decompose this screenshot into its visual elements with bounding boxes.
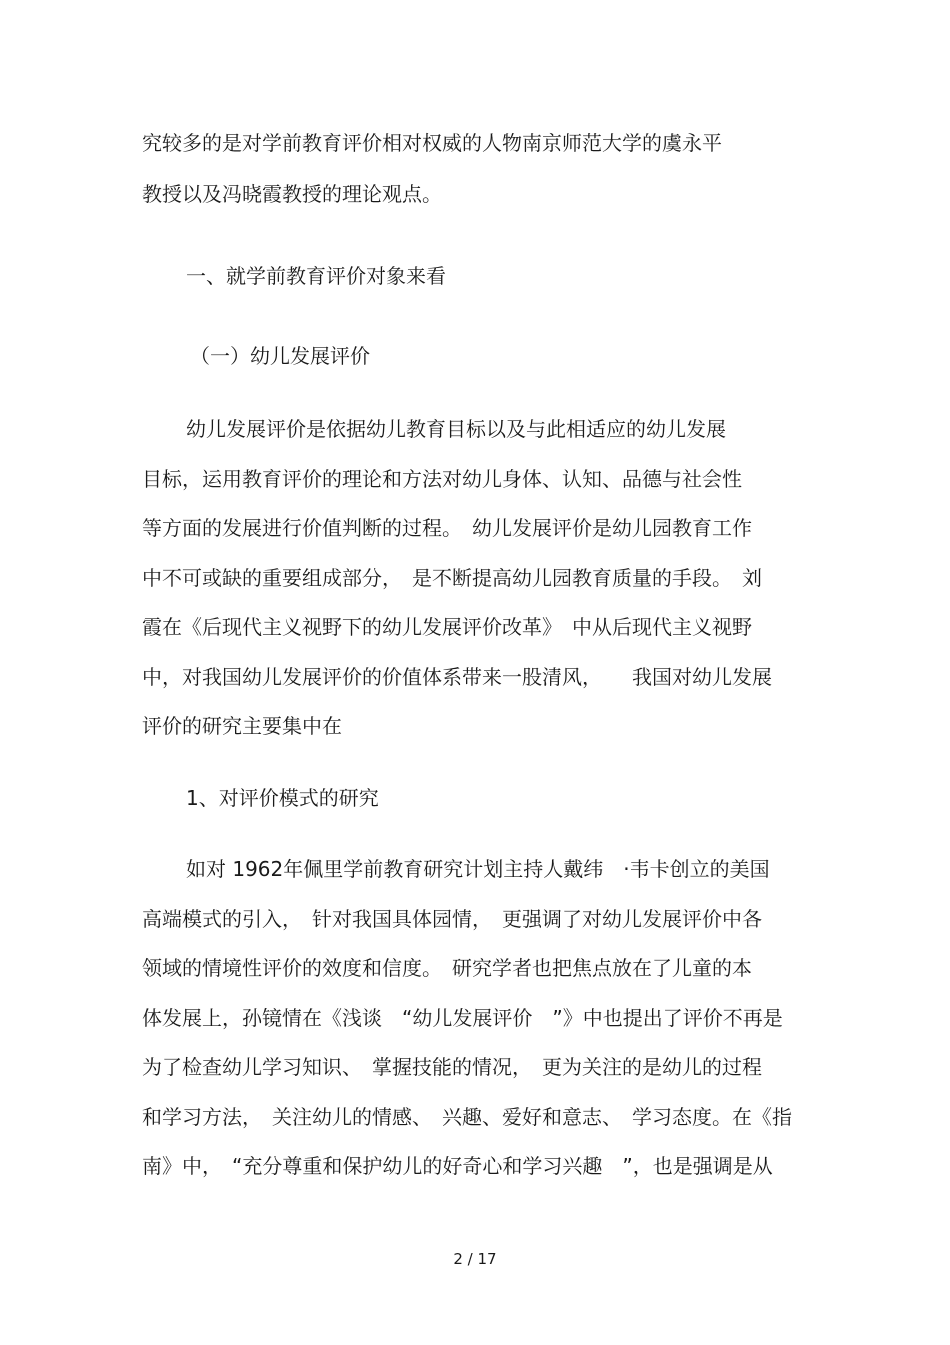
paragraph-line: 幼儿发展评价是依据幼儿教育目标以及与此相适应的幼儿发展	[186, 417, 726, 441]
paragraph-line: 究较多的是对学前教育评价相对权威的人物南京师范大学的虞永平	[142, 131, 722, 155]
paragraph-line: 等方面的发展进行价值判断的过程。 幼儿发展评价是幼儿园教育工作	[142, 516, 752, 540]
paragraph-line: 南》中， “充分尊重和保护幼儿的好奇心和学习兴趣 ”，也是强调是从	[142, 1154, 773, 1178]
paragraph-line: 和学习方法， 关注幼儿的情感、 兴趣、爱好和意志、 学习态度。在《指	[142, 1105, 792, 1129]
paragraph-line: 高端模式的引入， 针对我国具体园情， 更强调了对幼儿发展评价中各	[142, 907, 762, 931]
paragraph-line: 中，对我国幼儿发展评价的价值体系带来一股清风， 我国对幼儿发展	[142, 665, 772, 689]
paragraph-line: 中不可或缺的重要组成部分， 是不断提高幼儿园教育质量的手段。 刘	[142, 566, 762, 590]
paragraph-line: 评价的研究主要集中在	[142, 714, 342, 738]
paragraph-line: 教授以及冯晓霞教授的理论观点。	[142, 182, 442, 206]
paragraph-line: 如对 1962年佩里学前教育研究计划主持人戴纬 ·韦卡创立的美国	[186, 857, 770, 881]
subsection-heading: （一）幼儿发展评价	[190, 344, 370, 368]
paragraph-line: 目标，运用教育评价的理论和方法对幼儿身体、认知、品德与社会性	[142, 467, 742, 491]
numbered-heading: 1、对评价模式的研究	[186, 786, 379, 810]
paragraph-line: 体发展上，孙镜情在《浅谈 “幼儿发展评价 ”》中也提出了评价不再是	[142, 1006, 783, 1030]
paragraph-line: 为了检查幼儿学习知识、 掌握技能的情况， 更为关注的是幼儿的过程	[142, 1055, 762, 1079]
section-heading: 一、就学前教育评价对象来看	[186, 264, 446, 288]
page-number: 2 / 17	[453, 1250, 497, 1268]
paragraph-line: 领域的情境性评价的效度和信度。 研究学者也把焦点放在了儿童的本	[142, 956, 752, 980]
paragraph-line: 霞在《后现代主义视野下的幼儿发展评价改革》 中从后现代主义视野	[142, 615, 752, 639]
